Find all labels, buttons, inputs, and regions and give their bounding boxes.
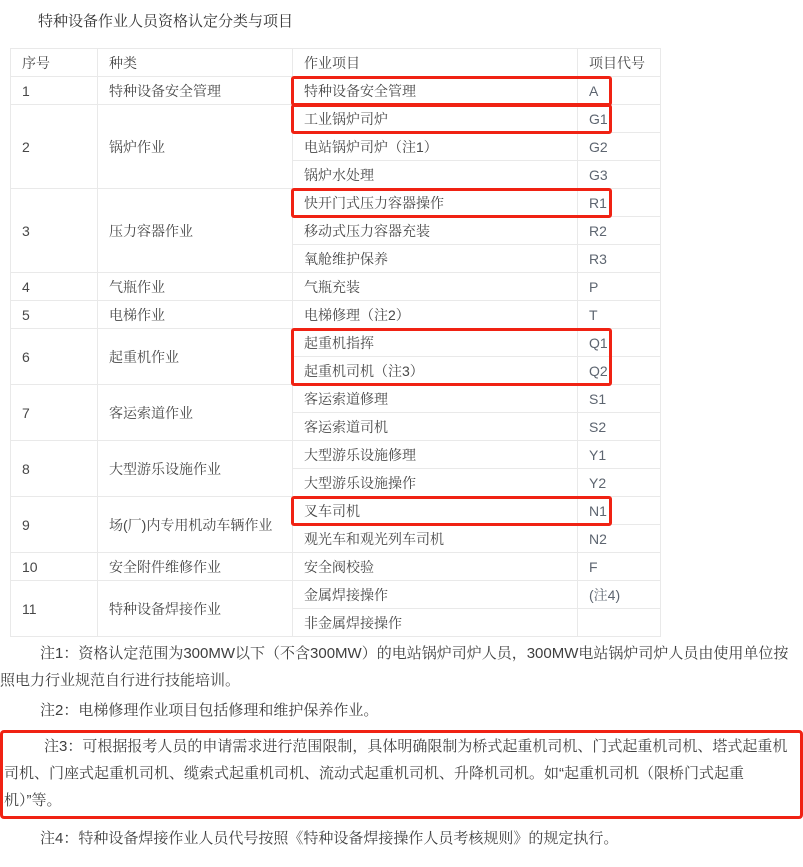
project-cell: 移动式压力容器充装 bbox=[293, 217, 578, 245]
note-paragraph-highlighted: 注3：可根据报考人员的申请需求进行范围限制，具体明确限制为桥式起重机司机、门式起重机司机、塔式起重机司机、门座式起重机司机、缆索式起重机司机、流动式起重机司机、升降机司机。如“起重机司机（限桥门式起重机）”等。 bbox=[0, 730, 803, 819]
notes-section bbox=[0, 640, 803, 852]
page-title: 特种设备作业人员资格认定分类与项目 bbox=[38, 13, 294, 30]
category-cell: 特种设备焊接作业 bbox=[98, 581, 293, 637]
category-cell: 气瓶作业 bbox=[98, 273, 293, 301]
header-cell: 项目代号 bbox=[578, 49, 661, 77]
header-cell: 种类 bbox=[98, 49, 293, 77]
header-row bbox=[11, 49, 661, 77]
table-header bbox=[11, 49, 661, 77]
code-cell: P bbox=[578, 273, 661, 301]
code-cell: G2 bbox=[578, 133, 661, 161]
header-cell: 作业项目 bbox=[293, 49, 578, 77]
project-cell: 工业锅炉司炉 bbox=[293, 105, 578, 133]
project-cell: 客运索道修理 bbox=[293, 385, 578, 413]
code-cell: F bbox=[578, 553, 661, 581]
project-cell: 安全阀校验 bbox=[293, 553, 578, 581]
table-row bbox=[11, 273, 661, 301]
table-body bbox=[11, 77, 661, 637]
project-cell: 客运索道司机 bbox=[293, 413, 578, 441]
table-row bbox=[11, 329, 661, 357]
code-cell: Q1 bbox=[578, 329, 661, 357]
table-row bbox=[11, 581, 661, 609]
seq-cell: 10 bbox=[11, 553, 98, 581]
table-row bbox=[11, 497, 661, 525]
category-cell: 场(厂)内专用机动车辆作业 bbox=[98, 497, 293, 553]
code-cell: R2 bbox=[578, 217, 661, 245]
code-cell: R3 bbox=[578, 245, 661, 273]
code-cell bbox=[578, 609, 661, 637]
table-row bbox=[11, 301, 661, 329]
category-cell: 压力容器作业 bbox=[98, 189, 293, 273]
note-paragraph: 注1：资格认定范围为300MW以下（不含300MW）的电站锅炉司炉人员，300MW电站锅炉司炉人员由使用单位按照电力行业规范自行进行技能培训。 bbox=[0, 645, 789, 689]
code-cell: A bbox=[578, 77, 661, 105]
code-cell: Y1 bbox=[578, 441, 661, 469]
category-cell: 安全附件维修作业 bbox=[98, 553, 293, 581]
table-row bbox=[11, 441, 661, 469]
category-cell: 客运索道作业 bbox=[98, 385, 293, 441]
project-cell: 起重机司机（注3） bbox=[293, 357, 578, 385]
code-cell: N2 bbox=[578, 525, 661, 553]
code-cell: G1 bbox=[578, 105, 661, 133]
table-row bbox=[11, 105, 661, 133]
category-cell: 大型游乐设施作业 bbox=[98, 441, 293, 497]
project-cell: 叉车司机 bbox=[293, 497, 578, 525]
project-cell: 起重机指挥 bbox=[293, 329, 578, 357]
document-page bbox=[0, 11, 803, 852]
code-cell: R1 bbox=[578, 189, 661, 217]
seq-cell: 2 bbox=[11, 105, 98, 189]
seq-cell: 4 bbox=[11, 273, 98, 301]
category-cell: 电梯作业 bbox=[98, 301, 293, 329]
table-row bbox=[11, 77, 661, 105]
seq-cell: 11 bbox=[11, 581, 98, 637]
note-paragraph: 注4：特种设备焊接作业人员代号按照《特种设备焊接操作人员考核规则》的规定执行。 bbox=[40, 830, 619, 847]
table-row bbox=[11, 189, 661, 217]
category-cell: 起重机作业 bbox=[98, 329, 293, 385]
code-cell: S1 bbox=[578, 385, 661, 413]
category-cell: 特种设备安全管理 bbox=[98, 77, 293, 105]
seq-cell: 1 bbox=[11, 77, 98, 105]
seq-cell: 8 bbox=[11, 441, 98, 497]
code-cell: (注4) bbox=[578, 581, 661, 609]
seq-cell: 5 bbox=[11, 301, 98, 329]
code-cell: Y2 bbox=[578, 469, 661, 497]
project-cell: 非金属焊接操作 bbox=[293, 609, 578, 637]
seq-cell: 6 bbox=[11, 329, 98, 385]
table-row bbox=[11, 553, 661, 581]
project-cell: 大型游乐设施修理 bbox=[293, 441, 578, 469]
project-cell: 电梯修理（注2） bbox=[293, 301, 578, 329]
code-cell: G3 bbox=[578, 161, 661, 189]
project-cell: 观光车和观光列车司机 bbox=[293, 525, 578, 553]
code-cell: Q2 bbox=[578, 357, 661, 385]
qualification-table-wrap bbox=[0, 48, 803, 637]
code-cell: T bbox=[578, 301, 661, 329]
code-cell: S2 bbox=[578, 413, 661, 441]
seq-cell: 9 bbox=[11, 497, 98, 553]
seq-cell: 3 bbox=[11, 189, 98, 273]
seq-cell: 7 bbox=[11, 385, 98, 441]
project-cell: 快开门式压力容器操作 bbox=[293, 189, 578, 217]
project-cell: 氧舱维护保养 bbox=[293, 245, 578, 273]
note-paragraph: 注2：电梯修理作业项目包括修理和维护保养作业。 bbox=[40, 702, 379, 719]
qualification-table bbox=[10, 48, 661, 637]
project-cell: 气瓶充装 bbox=[293, 273, 578, 301]
header-cell: 序号 bbox=[11, 49, 98, 77]
category-cell: 锅炉作业 bbox=[98, 105, 293, 189]
project-cell: 大型游乐设施操作 bbox=[293, 469, 578, 497]
project-cell: 电站锅炉司炉（注1） bbox=[293, 133, 578, 161]
project-cell: 锅炉水处理 bbox=[293, 161, 578, 189]
project-cell: 金属焊接操作 bbox=[293, 581, 578, 609]
code-cell: N1 bbox=[578, 497, 661, 525]
project-cell: 特种设备安全管理 bbox=[293, 77, 578, 105]
table-row bbox=[11, 385, 661, 413]
